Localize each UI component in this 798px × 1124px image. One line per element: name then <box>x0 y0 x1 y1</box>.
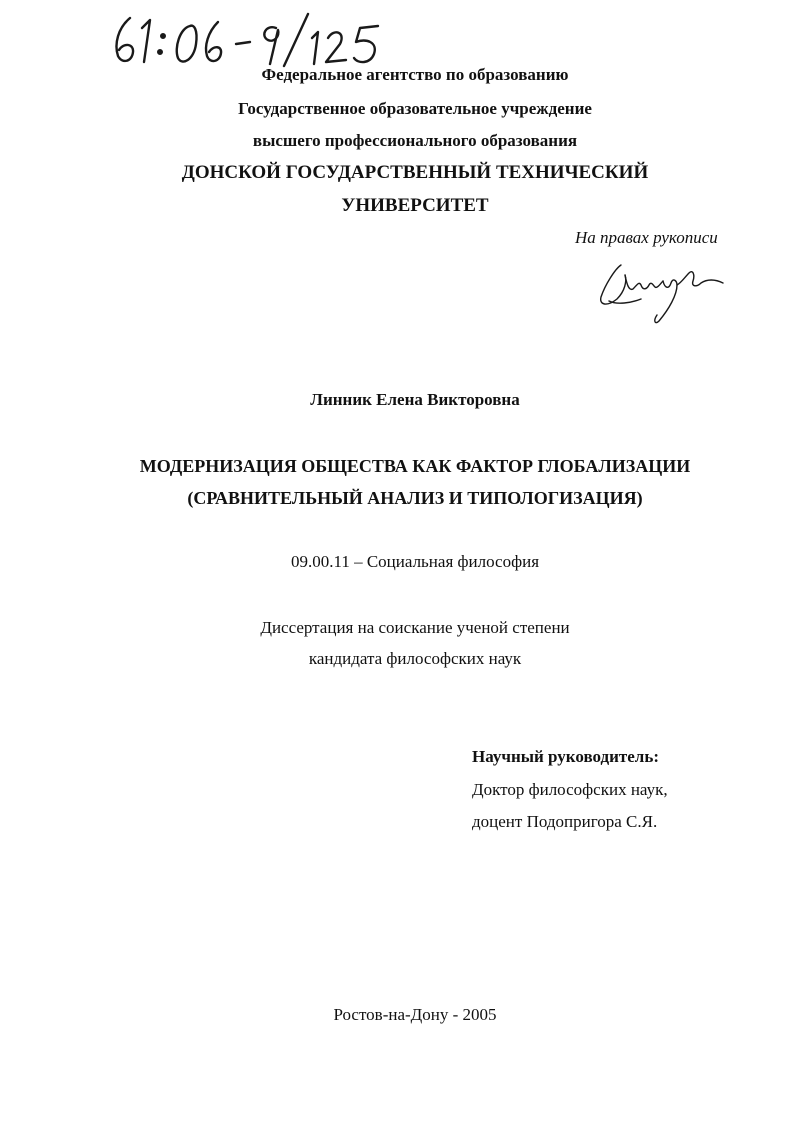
author-signature <box>597 255 727 327</box>
institution-line-2: высшего профессионального образования <box>252 131 578 150</box>
handwritten-archive-code <box>108 8 398 70</box>
university-name-line-1: ДОНСКОЙ ГОСУДАРСТВЕННЫЙ ТЕХНИЧЕСКИЙ <box>181 162 649 183</box>
manuscript-rights-note: На правах рукописи <box>575 228 718 247</box>
institution-line-1: Государственное образовательное учреждение <box>238 99 592 118</box>
university-name-line-2: УНИВЕРСИТЕТ <box>341 195 489 216</box>
dissertation-title-line-1: МОДЕРНИЗАЦИЯ ОБЩЕСТВА КАК ФАКТОР ГЛОБАЛИЗАЦИИ <box>139 456 691 476</box>
supervisor-name: доцент Подопригора С.Я. <box>472 812 658 831</box>
supervisor-degree: Доктор философских наук, <box>472 780 668 799</box>
agency-name: Федеральное агентство по образованию <box>261 65 569 84</box>
author-name: Линник Елена Викторовна <box>310 390 520 409</box>
supervisor-heading: Научный руководитель: <box>472 747 659 766</box>
dissertation-title-line-2: (СРАВНИТЕЛЬНЫЙ АНАЛИЗ И ТИПОЛОГИЗАЦИЯ) <box>187 488 643 508</box>
degree-statement-line-1: Диссертация на соискание ученой степени <box>260 618 570 637</box>
specialty-code: 09.00.11 – Социальная философия <box>290 552 540 571</box>
degree-statement-line-2: кандидата философских наук <box>308 649 522 668</box>
place-and-year: Ростов-на-Дону - 2005 <box>333 1005 497 1024</box>
